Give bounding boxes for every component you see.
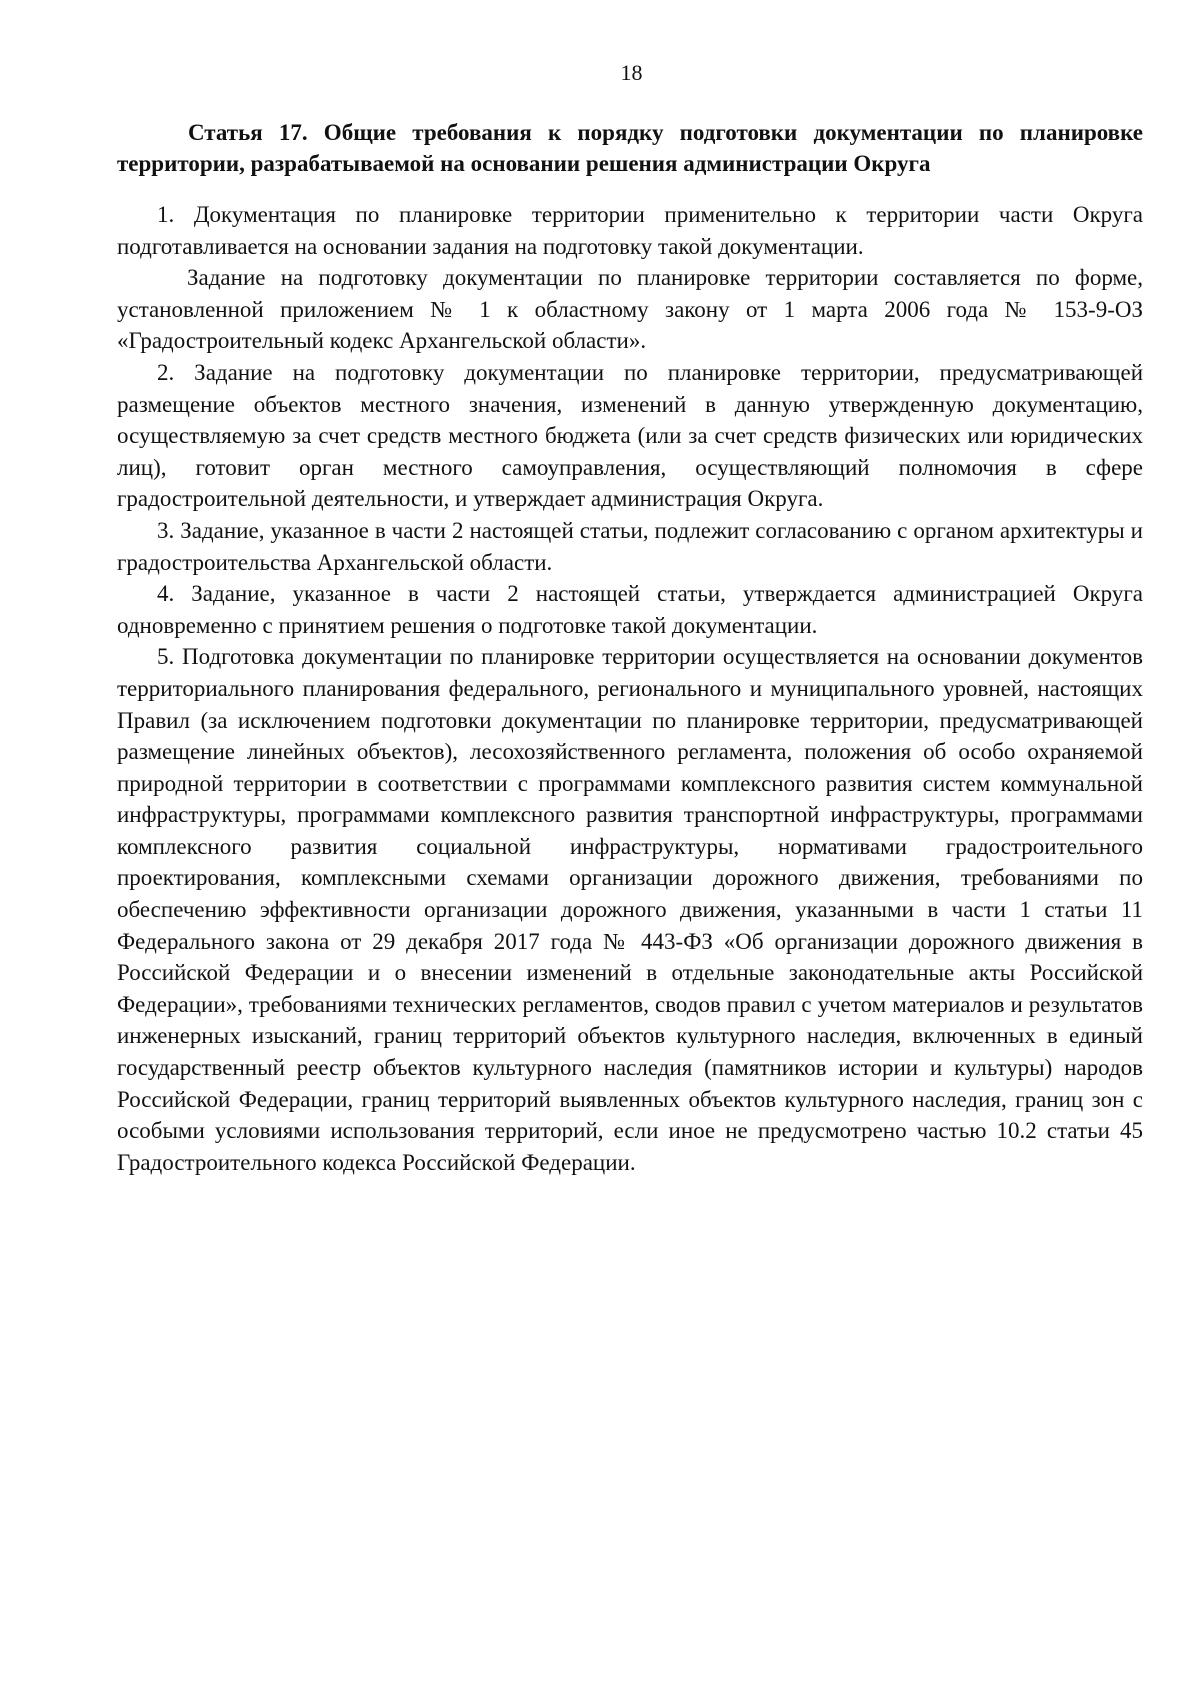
paragraph-4: 4. Задание, указанное в части 2 настоящей статьи, утверждается администрацией Округа одновременно с принятием решения о подготовке такой документации. (117, 581, 1143, 638)
paragraph-2: 2. Задание на подготовку документации по планировке территории, предусматривающей размещение объектов местного значения, изменений в данную утвержденную документацию, осуществляемую за счет средств местного бюджета (или за счет средств физических или юридических лиц), готовит орган местного самоуправления, осуществляющий полномочия в сфере градостроительной деятельности, и утверждает администрация Округа. (117, 359, 1143, 512)
paragraph-3: 3. Задание, указанное в части 2 настоящей статьи, подлежит согласованию с органом архитектуры и градостроительства Архангельской области. (117, 517, 1143, 575)
paragraph-5: 5. Подготовка документации по планировке территории осуществляется на основании документов территориального планирования федерального, регионального и муниципального уровней, настоящих Правил (за исключением подготовки документации по планировке территории, предусматривающей размещение линейных объектов), лесохозяйственного регламента, положения об особо охраняемой природной территории в соответствии с программами комплексного развития систем коммунальной инфраструктуры, программами комплексного развития транспортной инфраструктуры, программами комплексного развития социальной инфраструктуры, нормативами градостроительного проектирования, комплексными схемами организации дорожного движения, требованиями по обеспечению эффективности организации дорожного движения, указанными в части 1 статьи 11 Федерального закона от 29 декабря 2017 года № 443-ФЗ «Об организации дорожного движения в Российской Федерации и о внесении изменений в отдельные законодательные акты Российской Федерации», требованиями технических регламентов, сводов правил с учетом материалов и результатов инженерных изысканий, границ территорий объектов культурного наследия, включенных в единый государственный реестр объектов культурного наследия (памятников истории и культуры) народов Российской Федерации, границ территорий выявленных объектов культурного наследия, границ зон с особыми условиями использования территорий, если иное не предусмотрено частью 10.2 статьи 45 Градостроительного кодекса Российской Федерации. (117, 644, 1143, 1175)
article-body (117, 117, 1143, 1178)
article-title: Статья 17. Общие требования к порядку подготовки документации по планировке территории, разрабатываемой на основании решения администрации Округа (117, 120, 1143, 176)
page-number: 18 (620, 60, 643, 85)
paragraph-1: 1. Документация по планировке территории применительно к территории части Округа подготавливается на основании задания на подготовку такой документации. (117, 202, 1143, 259)
paragraph-1-continued: Задание на подготовку документации по планировке территории составляется по форме, установленной приложением № 1 к областному закону от 1 марта 2006 года № 153-9-ОЗ «Градостроительный кодекс Архангельской области». (117, 265, 1143, 354)
